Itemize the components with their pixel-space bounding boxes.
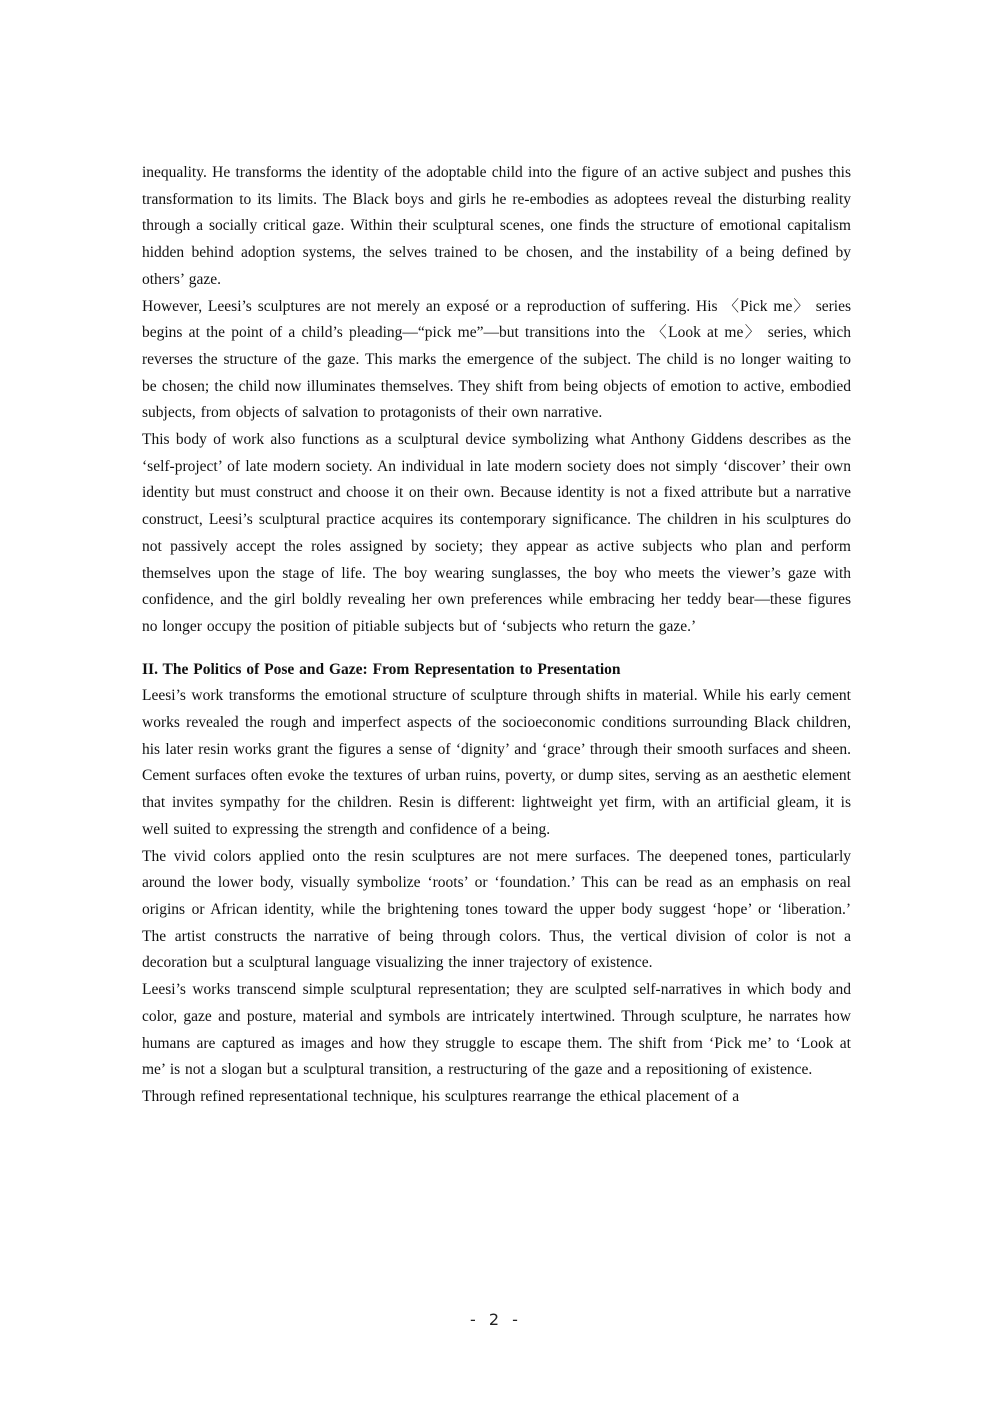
document-page [142, 160, 851, 1111]
body-paragraph: inequality. He transforms the identity of the adoptable child into the figure of an active subject and pushes this transformation to its limits. The Black boys and girls he re-embodies as adoptees reveal the disturbing reality through a socially critical gaze. Within their sculptural scenes, one finds the structure of emotional capitalism hidden behind adoption systems, the selves trained to be chosen, and the instability of a being defined by others’ gaze. [142, 164, 851, 288]
body-paragraph: Leesi’s work transforms the emotional structure of sculpture through shifts in material. While his early cement works revealed the rough and imperfect aspects of the socioeconomic conditions surrounding Black children, his later resin works grant the figures a sense of ‘dignity’ and ‘grace’ through their smooth surfaces and sheen. Cement surfaces often evoke the textures of urban ruins, poverty, or dump sites, serving as an aesthetic element that invites sympathy for the children. Resin is different: lightweight yet firm, with an artificial gleam, it is well suited to expressing the strength and confidence of a being. [142, 687, 851, 838]
body-paragraph: The vivid colors applied onto the resin sculptures are not mere surfaces. The deepened tones, particularly around the lower body, visually symbolize ‘roots’ or ‘foundation.’ This can be read as an emphasis on real origins or African identity, while the brightening tones toward the upper body suggest ‘hope’ or ‘liberation.’ The artist constructs the narrative of being through colors. Thus, the vertical division of color is not a decoration but a sculptural language visualizing the inner trajectory of existence. [142, 847, 851, 972]
body-paragraph: This body of work also functions as a sculptural device symbolizing what Anthony Giddens describes as the ‘self-project’ of late modern society. An individual in late modern society does not simply ‘discover’ their own identity but must construct and choose it on their own. Because identity is not a fixed attribute but a narrative construct, Leesi’s sculptural practice acquires its contemporary significance. The children in his sculptures do not passively accept the roles assigned by society; they appear as active subjects who plan and perform themselves upon the stage of life. The boy wearing sunglasses, the boy who meets the viewer’s gaze with confidence, and the girl boldly revealing her own preferences while embracing her teddy bear—these figures no longer occupy the position of pitiable subjects but of ‘subjects who return the gaze.’ [142, 431, 851, 635]
page-number: - 2 - [470, 1310, 522, 1329]
body-paragraph: However, Leesi’s sculptures are not merely an exposé or a reproduction of suffering. His 〈Pick me〉 series begins at the point of a child’s pleading—“pick me”—but transitions into the 〈Look at me〉 series, which reverses the structure of the gaze. This marks the emergence of the subject. The child is no longer waiting to be chosen; the child now illuminates themselves. They shift from being objects of emotion to active, embodied subjects, from objects of salvation to protagonists of their own narrative. [142, 297, 851, 422]
body-paragraph: Leesi’s works transcend simple sculptural representation; they are sculpted self-narratives in which body and color, gaze and posture, material and symbols are intricately intertwined. Through sculpture, he narrates how humans are captured as images and how they struggle to escape them. The shift from ‘Pick me’ to ‘Look at me’ is not a slogan but a sculptural transition, a restructuring of the gaze and a repositioning of existence. [142, 981, 851, 1079]
section-heading: II. The Politics of Pose and Gaze: From Representation to Presentation [142, 660, 621, 678]
body-paragraph: Through refined representational technique, his sculptures rearrange the ethical placement of a [142, 1087, 740, 1105]
